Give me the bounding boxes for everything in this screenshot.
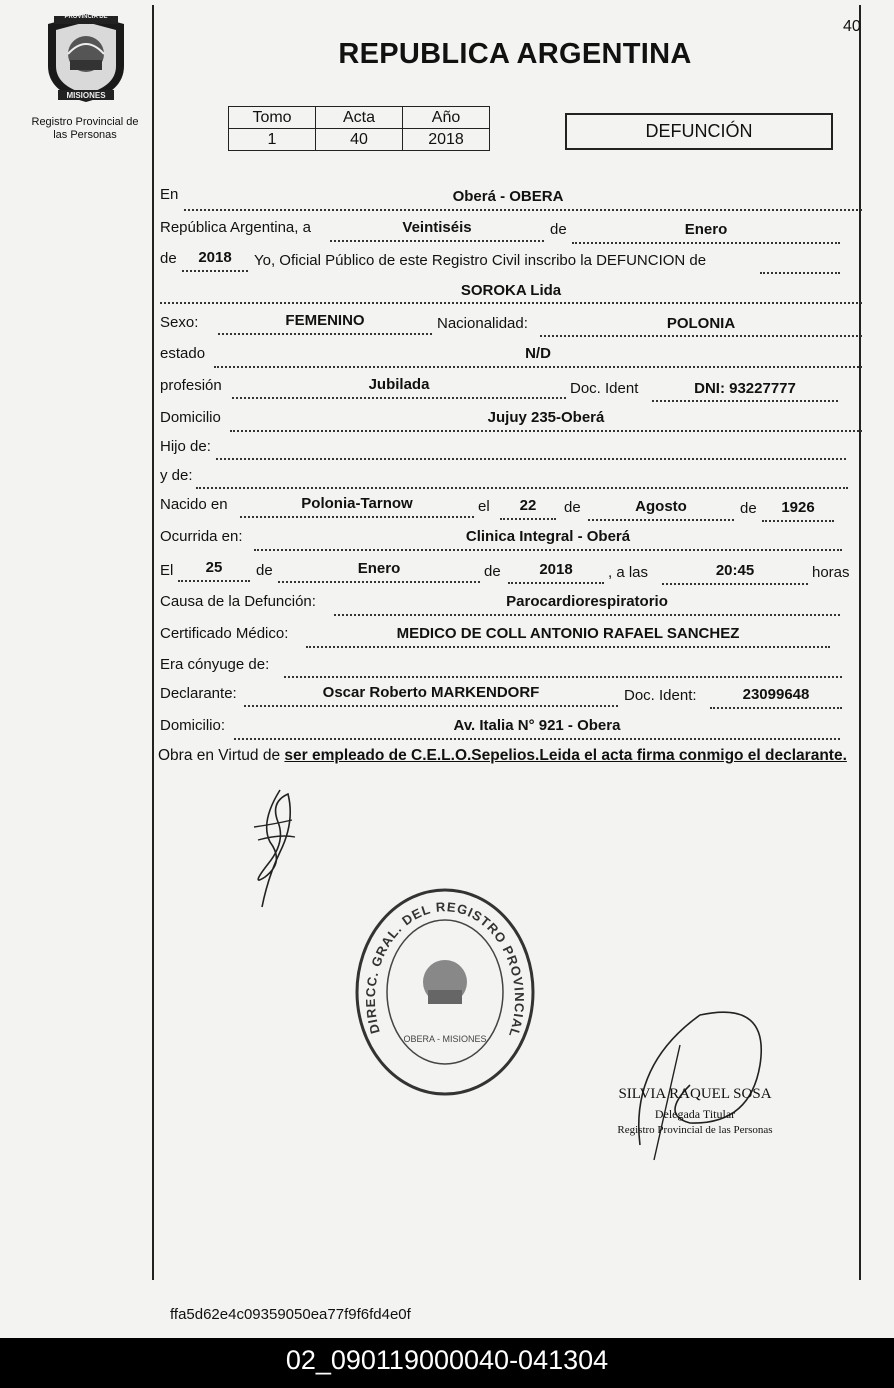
dotted-line bbox=[710, 707, 842, 709]
dotted-line bbox=[254, 549, 842, 551]
dotted-line bbox=[240, 516, 474, 518]
value-ocurrida-en: Clinica Integral - Oberá bbox=[465, 528, 631, 545]
crest-text-top: PROVINCIA DE bbox=[64, 14, 108, 20]
value-def-mes: Enero bbox=[357, 560, 401, 577]
value-domicilio: Jujuy 235-Oberá bbox=[487, 409, 605, 426]
crest-text-bottom: MISIONES bbox=[66, 91, 106, 100]
dotted-line bbox=[160, 302, 862, 304]
value-nac-dia: 22 bbox=[519, 497, 537, 514]
dotted-line bbox=[760, 272, 840, 274]
value-sexo: FEMENINO bbox=[285, 312, 365, 329]
document-id: 02_090119000040-041304 bbox=[285, 1345, 609, 1375]
signatory-office: Registro Provincial de las Personas bbox=[617, 1124, 773, 1136]
dotted-line bbox=[652, 400, 838, 402]
value-mes: Enero bbox=[684, 221, 728, 238]
seal-inner-text: OBERA - MISIONES bbox=[403, 1034, 487, 1044]
dotted-line bbox=[178, 580, 250, 582]
value-acta: 40 bbox=[316, 129, 403, 151]
value-lugar: Oberá - OBERA bbox=[452, 188, 564, 205]
label-causa: Causa de la Defunción: bbox=[160, 593, 316, 610]
left-margin-line bbox=[152, 5, 154, 1280]
record-value-row bbox=[229, 129, 490, 151]
label-de: de bbox=[740, 500, 757, 517]
dotted-line bbox=[572, 242, 840, 244]
dotted-line bbox=[284, 676, 842, 678]
label-nacionalidad: Nacionalidad: bbox=[437, 315, 528, 332]
dotted-line bbox=[500, 518, 556, 520]
dotted-line bbox=[182, 270, 248, 272]
label-certificado: Certificado Médico: bbox=[160, 625, 289, 642]
label-conyuge: Era cónyuge de: bbox=[160, 656, 270, 673]
label-domicilio-2: Domicilio: bbox=[160, 717, 226, 734]
record-table bbox=[228, 106, 490, 151]
dotted-line bbox=[232, 397, 566, 399]
dotted-line bbox=[278, 581, 480, 583]
value-anio: 2018 bbox=[403, 129, 490, 151]
document-type-box: DEFUNCIÓN bbox=[565, 113, 833, 150]
value-doc: DNI: 93227777 bbox=[694, 380, 796, 397]
label-estado: estado bbox=[160, 345, 206, 362]
value-profesion: Jubilada bbox=[368, 376, 430, 393]
header-acta: Acta bbox=[316, 107, 403, 129]
page-number: 40 bbox=[843, 18, 861, 35]
label-domicilio: Domicilio bbox=[160, 409, 221, 426]
dotted-line bbox=[244, 705, 618, 707]
label-de: de bbox=[484, 563, 501, 580]
label-yo: Yo, Oficial Público de este Registro Civil inscribo la DEFUNCION de bbox=[254, 252, 707, 269]
document-id-bar bbox=[0, 1338, 894, 1388]
header-tomo: Tomo bbox=[229, 107, 316, 129]
dotted-line bbox=[762, 520, 834, 522]
label-hijo-de: Hijo de: bbox=[160, 438, 211, 455]
value-def-dia: 25 bbox=[205, 559, 223, 576]
obra-en-virtud bbox=[158, 745, 862, 767]
registry-label bbox=[20, 116, 150, 142]
dotted-line bbox=[306, 646, 830, 648]
dotted-line bbox=[234, 738, 840, 740]
value-def-hora: 20:45 bbox=[715, 562, 755, 579]
label-horas: horas bbox=[812, 564, 850, 581]
label-doc-ident: Doc. Ident bbox=[570, 380, 639, 397]
signatory-role: Delegada Titular bbox=[654, 1107, 736, 1121]
dotted-line bbox=[230, 430, 862, 432]
dotted-line bbox=[334, 614, 840, 616]
label-declarante: Declarante: bbox=[160, 685, 237, 702]
value-estado: N/D bbox=[525, 345, 551, 362]
label-ocurrida-en: Ocurrida en: bbox=[160, 528, 243, 545]
dotted-line bbox=[214, 366, 862, 368]
label-el: el bbox=[478, 498, 490, 515]
registry-line1: Registro Provincial de bbox=[31, 116, 139, 128]
record-header-row bbox=[229, 107, 490, 129]
label-de: de bbox=[256, 562, 273, 579]
seal-outer-text: DIRECC. GRAL. DEL REGISTRO PROVINCIAL bbox=[362, 899, 528, 1040]
signatory-name: SILVIA RAQUEL SOSA bbox=[618, 1086, 772, 1102]
label-el-cap: El bbox=[160, 562, 174, 579]
misiones-crest-icon bbox=[40, 10, 132, 106]
value-nacionalidad: POLONIA bbox=[666, 315, 736, 332]
value-def-anio: 2018 bbox=[539, 561, 573, 578]
signature-block bbox=[590, 1086, 800, 1136]
value-domicilio-declarante: Av. Italia N° 921 - Obera bbox=[453, 717, 621, 734]
label-sexo: Sexo: bbox=[160, 314, 199, 331]
official-signature bbox=[620, 1005, 790, 1165]
value-dia: Veintiséis bbox=[402, 219, 472, 236]
dotted-line bbox=[540, 335, 862, 337]
header-anio: Año bbox=[403, 107, 490, 129]
label-de: de bbox=[160, 250, 177, 267]
dotted-line bbox=[196, 487, 848, 489]
label-y-de: y de: bbox=[160, 467, 193, 484]
value-certificado: MEDICO DE COLL ANTONIO RAFAEL SANCHEZ bbox=[396, 625, 740, 642]
value-nombre: SOROKA Lida bbox=[460, 282, 562, 299]
registry-line2: las Personas bbox=[53, 129, 117, 141]
dotted-line bbox=[662, 583, 808, 585]
label-obra: Obra en Virtud de bbox=[158, 747, 281, 764]
label-de: de bbox=[550, 221, 567, 238]
dotted-line bbox=[508, 582, 604, 584]
value-nac-mes: Agosto bbox=[635, 498, 687, 515]
value-declarante: Oscar Roberto MARKENDORF bbox=[322, 684, 540, 701]
registry-seal bbox=[350, 882, 540, 1102]
declarant-signature bbox=[240, 782, 310, 912]
label-en: En bbox=[160, 186, 179, 203]
label-doc-ident-2: Doc. Ident: bbox=[624, 687, 697, 704]
label-republica: República Argentina, a bbox=[160, 219, 311, 236]
dotted-line bbox=[184, 209, 862, 211]
label-de: de bbox=[564, 499, 581, 516]
value-declarante-doc: 23099648 bbox=[742, 686, 810, 703]
label-nacido-en: Nacido en bbox=[160, 496, 228, 513]
right-margin-line bbox=[859, 5, 861, 1280]
dotted-line bbox=[588, 519, 734, 521]
value-nacido-en: Polonia-Tarnow bbox=[301, 495, 413, 512]
value-causa: Parocardiorespiratorio bbox=[506, 593, 668, 610]
label-a-las: , a las bbox=[608, 564, 649, 581]
value-tomo: 1 bbox=[229, 129, 316, 151]
dotted-line bbox=[330, 240, 544, 242]
value-nac-anio: 1926 bbox=[781, 499, 815, 516]
document-hash: ffa5d62e4c09359050ea77f9f6fd4e0f bbox=[170, 1306, 411, 1323]
page-title: REPUBLICA ARGENTINA bbox=[338, 38, 692, 70]
value-anio: 2018 bbox=[198, 249, 232, 266]
value-obra: ser empleado de C.E.L.O.Sepelios.Leida el acta firma conmigo el declarante. bbox=[284, 747, 847, 764]
dotted-line bbox=[218, 333, 432, 335]
dotted-line bbox=[216, 458, 846, 460]
label-profesion: profesión bbox=[160, 377, 222, 394]
